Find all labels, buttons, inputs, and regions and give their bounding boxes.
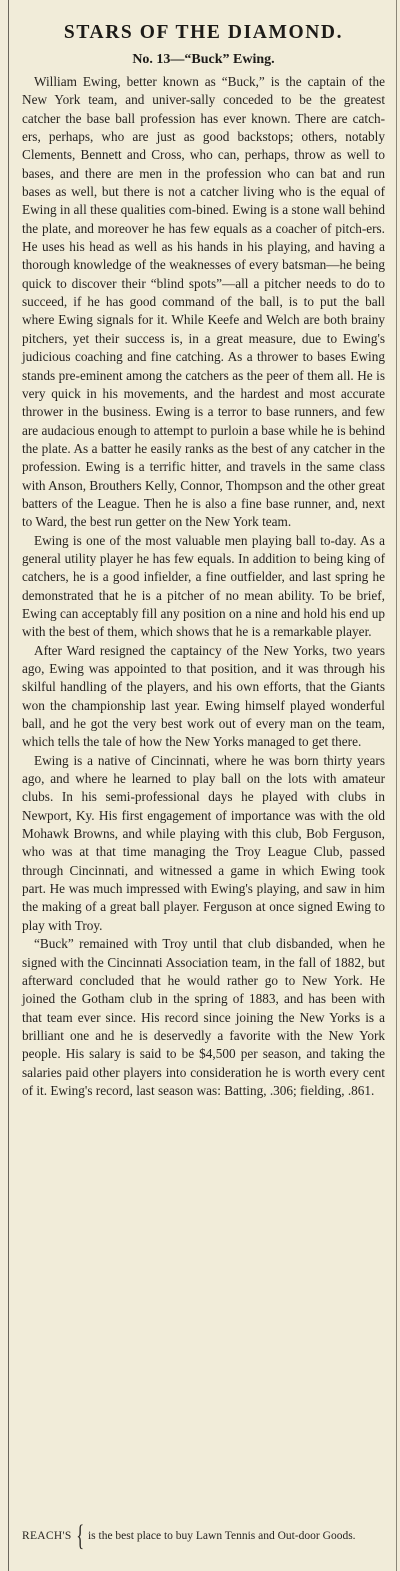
- article-headline: STARS OF THE DIAMOND.: [63, 22, 344, 43]
- article-paragraph-4: Ewing is a native of Cincinnati, where he was born thirty years ago, and where he learned to play ball on the lots with amateur clubs. In his semi-professional days he played with clubs in Newport, Ky. His first engagement of importance was with the old Mohawk Browns, and while playing with this club, Bob Ferguson, who was at that time managing the Troy League Club, passed through Cincinnati, and witnessed a game in which Ewing took part. He was much impressed with Ewing's playing, and saw in him the making of a great ball player. Ferguson at once signed Ewing to play with Troy.: [22, 752, 385, 933]
- article-column: [22, 20, 385, 1100]
- article-paragraph-3: After Ward resigned the captaincy of the New Yorks, two years ago, Ewing was appointed to that position, and it was through his skilful handling of the players, and his own efforts, that the Giants won the championship last year. Ewing himself played wonderful ball, and he got the very best work out of every man on the team, which tells the tale of how the New Yorks managed to get there.: [22, 642, 385, 750]
- article-paragraph-2: Ewing is one of the most valuable men playing ball to-day. As a general utility player he has few equals. In addition to being king of catchers, he is a good infielder, a fine outfielder, and last spring he demonstrated that he is a pitcher of no mean ability. To be brief, Ewing can acceptably fill any position on a nine and hold his end up with the best of them, which shows that he is a remarkable player.: [22, 532, 385, 640]
- article-subheading: No. 13—“Buck” Ewing.: [132, 52, 275, 67]
- advertisement-brace: {: [75, 1519, 84, 1552]
- column-rule-left: [8, 0, 9, 1571]
- advertisement-tagline: is the best place to buy Lawn Tennis and Out-door Goods.: [87, 1529, 356, 1542]
- article-paragraph-5: “Buck” remained with Troy until that club disbanded, when he signed with the Cincinnati Association team, in the fall of 1882, but afterward concluded that he would rather go to New York. He joined the Gotham club in the spring of 1883, and has been with that team ever since. His record since joining the New Yorks is a brilliant one and he is deservedly a favorite with the New York people. His salary is said to be $4,500 per season, and taking the salaries paid other players into consideration he is worth every cent of it. Ewing's record, last season was: Batting, .306; fielding, .861.: [22, 936, 385, 1098]
- column-rule-right: [396, 0, 397, 1571]
- article-paragraph-1: William Ewing, better known as “Buck,” is the captain of the New York team, and univer-sally conceded to be the greatest catcher the base ball profession has ever known. There are catch-ers, perhaps, who are just as good backstops; others, notably Clements, Bennett and Cross, who can, perhaps, throw as well to bases, and there are men in the profession who can bat and run bases as well, but there is not a catcher living who is the equal of Ewing in all these qualities com-bined. Ewing is a stone wall behind the plate, and moreover he has few equals as a coacher of pitch-ers. He uses his head as well as his hands in his playing, and having a thorough knowledge of the weaknesses of every batsman—he being quick to discover their “blind spots”—all a pitcher needs to do to succeed, if he has good command of the ball, is to put the ball where Ewing signals for it. While Keefe and Welch are both brainy pitchers, yet their success is, in a great measure, due to Ewing's judicious coaching and fine catching. As a thrower to bases Ewing stands pre-eminent among the catchers as the peer of them all. He is very quick in his movements, and the hardest and most accurate thrower in the business. Ewing is a terror to base runners, and few are audacious enough to attempt to purloin a base while he is behind the plate. As a batter he easily ranks as the best of any catcher in the profession. Ewing is a terrific hitter, and travels in the same class with Anson, Brouthers Kelly, Connor, Thompson and the other great batters of the League. Then he is also a fine base runner, and, next to Ward, the best run getter on the New York team.: [22, 74, 385, 530]
- advertisement-brand: REACH'S: [22, 1530, 72, 1542]
- advertisement: [22, 1520, 385, 1552]
